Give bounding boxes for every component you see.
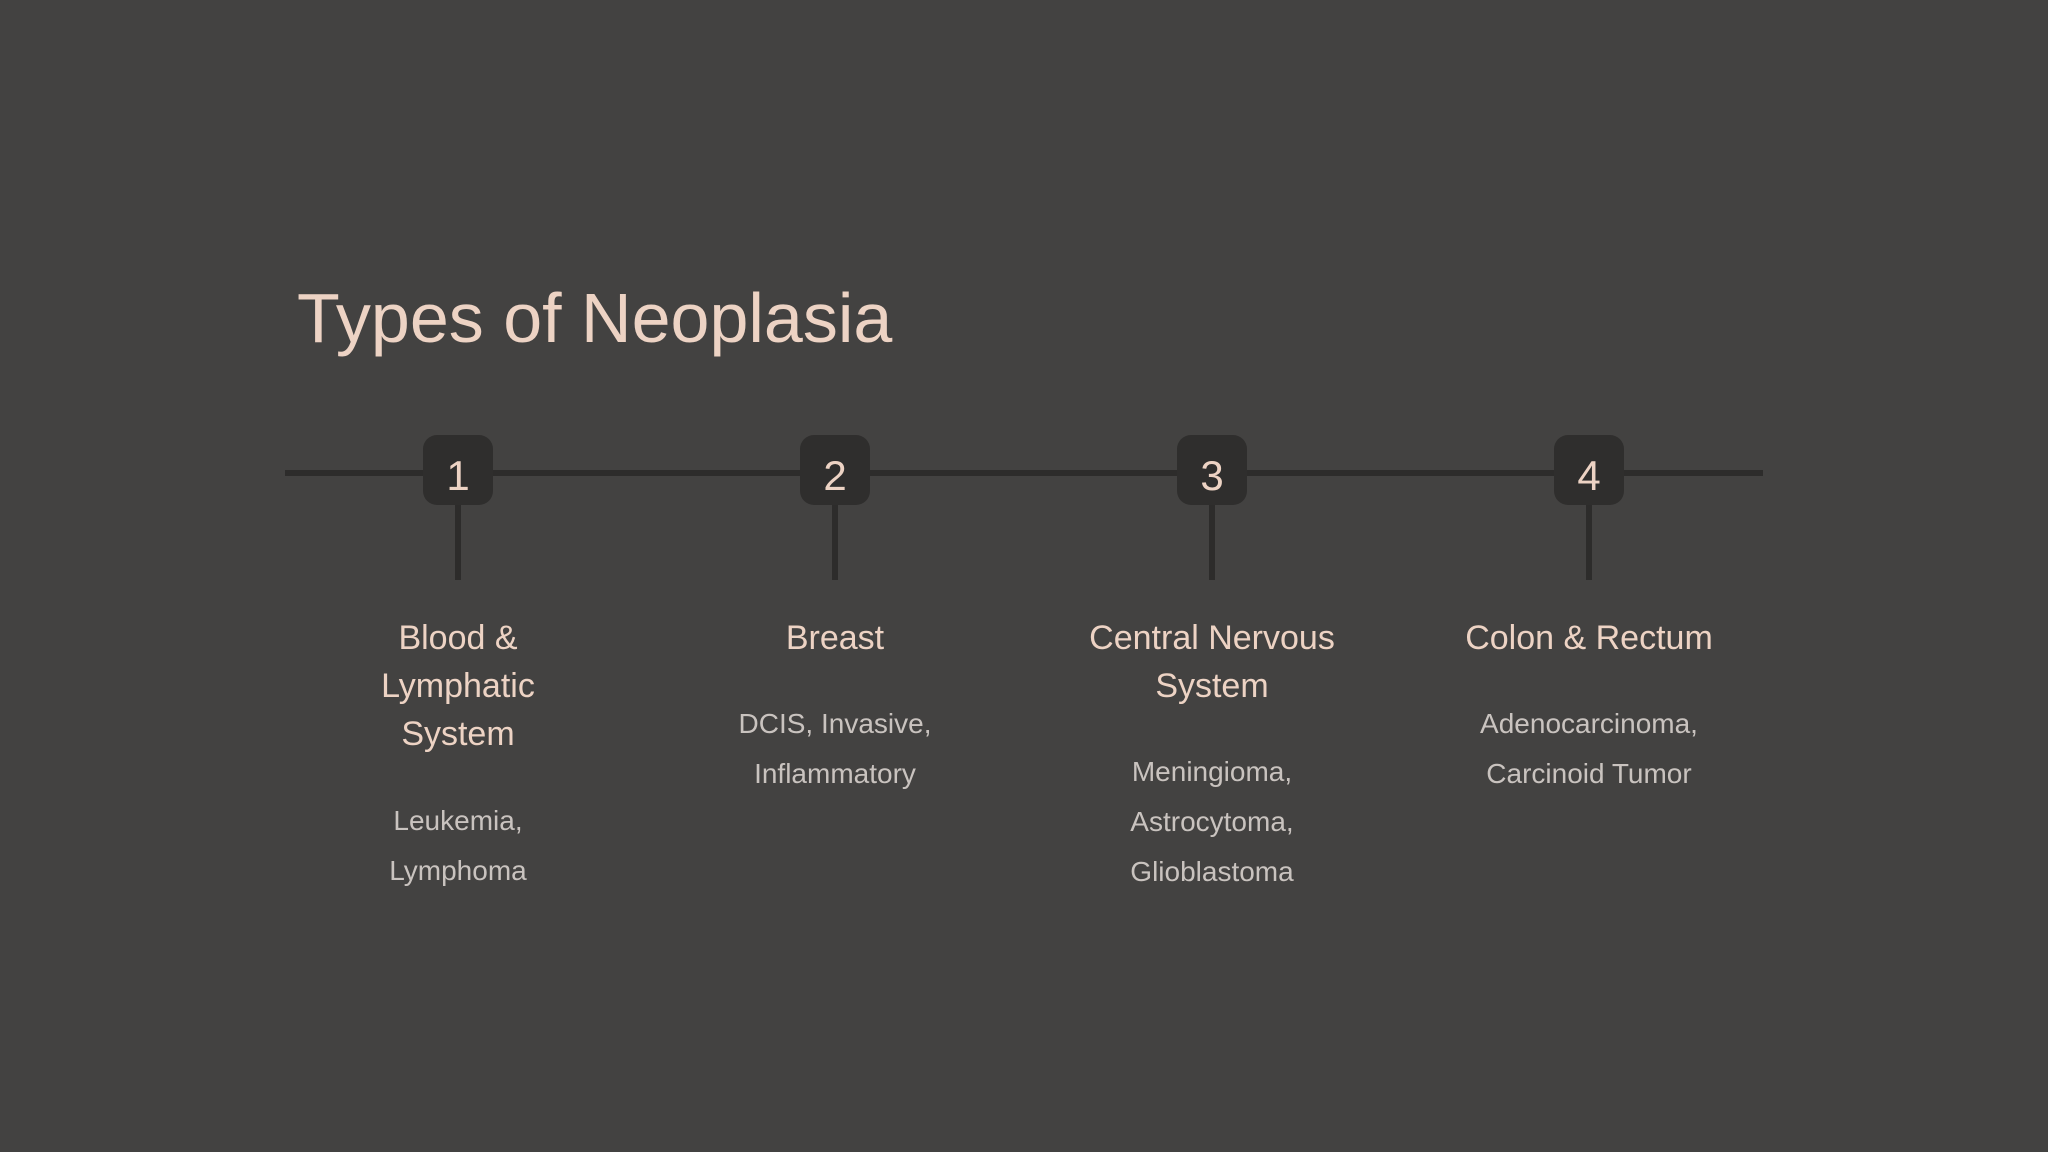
step-description-line: Adenocarcinoma, — [1480, 708, 1698, 739]
step-heading-line: Breast — [785, 619, 885, 657]
step-description — [1419, 699, 1759, 799]
step-heading-line: Central Nervous — [1089, 619, 1335, 657]
timeline-step-3 — [1042, 0, 1382, 1152]
step-heading — [665, 614, 1005, 662]
step-description-line: Leukemia, — [393, 805, 523, 836]
step-description-line: Meningioma, — [1131, 756, 1293, 787]
step-heading — [1419, 614, 1759, 662]
step-heading — [1042, 614, 1382, 710]
step-heading-line: Blood & — [398, 619, 518, 657]
timeline-step-4 — [1419, 0, 1759, 1152]
step-heading-line: System — [401, 715, 515, 753]
step-description-line: Astrocytoma, — [1130, 806, 1294, 837]
step-number-badge: 4 — [1554, 435, 1624, 505]
step-heading — [288, 614, 628, 758]
step-number-badge: 2 — [800, 435, 870, 505]
slide-title: Types of Neoplasia — [297, 279, 893, 357]
step-description-line: Inflammatory — [754, 758, 916, 789]
step-heading-line: Colon & Rectum — [1465, 619, 1713, 657]
step-description-line: Glioblastoma — [1130, 856, 1294, 887]
timeline-step-2 — [665, 0, 1005, 1152]
step-description — [1042, 747, 1382, 897]
step-description — [665, 699, 1005, 799]
step-heading-line: System — [1155, 667, 1269, 705]
step-description-line: Carcinoid Tumor — [1486, 758, 1692, 789]
step-description-line: DCIS, Invasive, — [738, 708, 932, 739]
step-number-badge: 3 — [1177, 435, 1247, 505]
step-number-badge: 1 — [423, 435, 493, 505]
step-description — [288, 796, 628, 896]
timeline-step-1 — [288, 0, 628, 1152]
step-description-line: Lymphoma — [389, 855, 527, 886]
step-heading-line: Lymphatic — [381, 667, 535, 705]
